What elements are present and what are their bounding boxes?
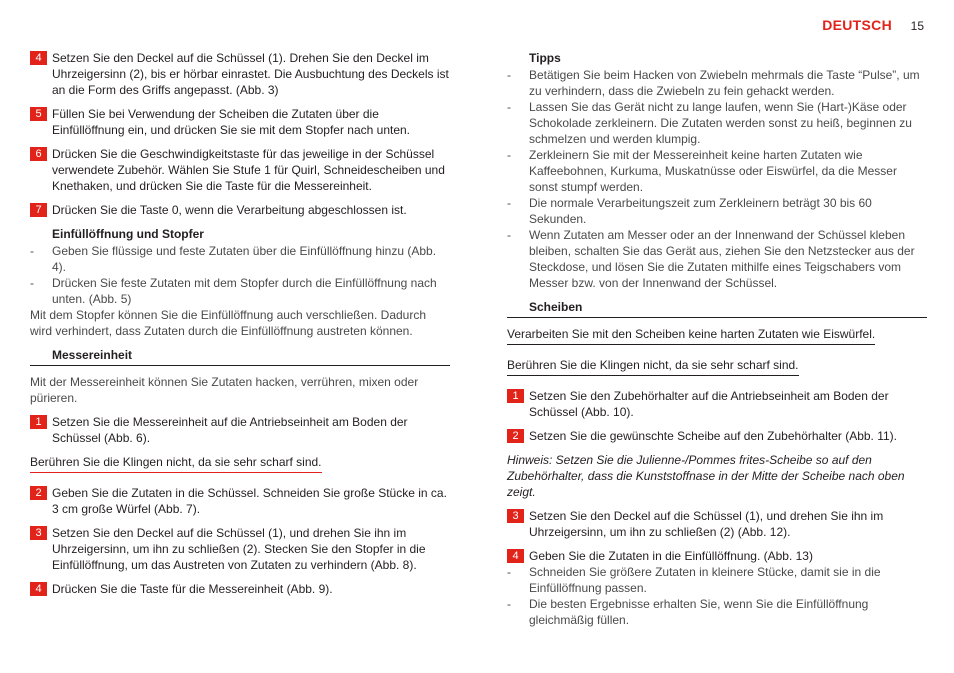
bullet-text: Lassen Sie das Gerät nicht zu lange laufen, wenn Sie (Hart-)Käse oder Schokolade zerkleinern. Die Zutaten werden sonst zu heiß, beginnen zu schmelzen und werden klumpig.	[529, 100, 912, 146]
bullet-dash: -	[30, 276, 34, 290]
step-text: Setzen Sie den Deckel auf die Schüssel (1), und drehen Sie ihn im Uhrzeigersinn, um ihn zu schließen (2). Stecken Sie den Stopfer in die Einfüllöffnung, um das Austreten von Zutaten zu verhindern (Abb. 8).	[52, 526, 426, 572]
step-text: Drücken Sie die Taste 0, wenn die Verarbeitung abgeschlossen ist.	[52, 203, 407, 217]
step-text: Setzen Sie den Zubehörhalter auf die Antriebseinheit am Boden der Schüssel (Abb. 10).	[529, 389, 889, 419]
step-item	[30, 485, 450, 517]
step-item	[30, 50, 450, 98]
bullet-dash: -	[507, 68, 511, 82]
warning-wrapper	[507, 357, 927, 388]
step-text: Setzen Sie den Deckel auf die Schüssel (1), und drehen Sie ihn im Uhrzeigersinn, um ihn zu schließen (2) (Abb. 12).	[529, 509, 884, 539]
step-item	[30, 414, 450, 446]
step-number-badge: 1	[30, 415, 47, 429]
bullet-item	[30, 275, 450, 307]
bullet-text: Die besten Ergebnisse erhalten Sie, wenn Sie die Einfüllöffnung gleichmäßig füllen.	[529, 597, 869, 627]
bullet-item	[507, 596, 927, 628]
step-text: Drücken Sie die Taste für die Messereinheit (Abb. 9).	[52, 582, 333, 596]
bullet-item	[30, 243, 450, 275]
einfuell-paragraph: Mit dem Stopfer können Sie die Einfüllöffnung auch verschließen. Dadurch wird verhindert, dass Zutaten durch die Einfüllöffnung austreten können.	[30, 308, 427, 338]
bullet-item	[507, 227, 927, 291]
left-column	[30, 50, 450, 605]
hard-ingredients-warning: Verarbeiten Sie mit den Scheiben keine harten Zutaten wie Eiswürfel.	[507, 326, 875, 345]
blade-warning: Berühren Sie die Klingen nicht, da sie sehr scharf sind.	[30, 454, 322, 473]
step-number-badge: 6	[30, 147, 47, 161]
step-number-badge: 3	[507, 509, 524, 523]
step-number-badge: 3	[30, 526, 47, 540]
hinweis-note: Hinweis: Setzen Sie die Julienne-/Pommes frites-Scheibe so auf den Zubehörhalter, dass die Kunststoffnase in der Mitte der Scheibe nach oben zeigt.	[507, 453, 905, 499]
warning-wrapper	[30, 454, 450, 485]
step-number-badge: 2	[507, 429, 524, 443]
step-text: Geben Sie die Zutaten in die Einfüllöffnung. (Abb. 13)	[529, 549, 813, 563]
warning-wrapper	[507, 326, 927, 357]
step-number-badge: 2	[30, 486, 47, 500]
step-item	[30, 581, 450, 597]
bullet-item	[507, 147, 927, 195]
step-text: Setzen Sie die Messereinheit auf die Antriebseinheit am Boden der Schüssel (Abb. 6).	[52, 415, 408, 445]
spacer	[507, 291, 927, 295]
bullet-text: Betätigen Sie beim Hacken von Zwiebeln mehrmals die Taste “Pulse”, um zu verhindern, dass die Zwiebeln zu fein gehackt werden.	[529, 68, 920, 98]
step-item	[507, 548, 927, 564]
step-number-badge: 4	[30, 582, 47, 596]
step-item	[30, 106, 450, 138]
bullet-dash: -	[507, 597, 511, 611]
step-text: Drücken Sie die Geschwindigkeitstaste für das jeweilige in der Schüssel verwendete Zubehör. Wählen Sie Stufe 1 für Quirl, Schneidescheiben und Knethaken, und drücken Sie die Taste für die Messereinheit.	[52, 147, 445, 193]
step-number-badge: 1	[507, 389, 524, 403]
step-text: Setzen Sie die gewünschte Scheibe auf den Zubehörhalter (Abb. 11).	[529, 429, 898, 443]
bullet-text: Drücken Sie feste Zutaten mit dem Stopfer durch die Einfüllöffnung nach unten. (Abb. 5)	[52, 276, 437, 306]
step-number-badge: 4	[507, 549, 524, 563]
step-text: Setzen Sie den Deckel auf die Schüssel (1). Drehen Sie den Deckel im Uhrzeigersinn (2), bis er hörbar einrastet. Die Ausbuchtung des Deckels ist an die Form des Griffs angepasst. (Abb. 3)	[52, 51, 449, 97]
step-item	[30, 146, 450, 194]
bullet-dash: -	[507, 196, 511, 210]
step-item	[30, 202, 450, 218]
step-number-badge: 4	[30, 51, 47, 65]
bullet-item	[507, 67, 927, 99]
right-column	[507, 50, 927, 628]
step-text: Füllen Sie bei Verwendung der Scheiben die Zutaten über die Einfüllöffnung ein, und drücken Sie sie mit dem Stopfer nach unten.	[52, 107, 411, 137]
blade-warning: Berühren Sie die Klingen nicht, da sie sehr scharf sind.	[507, 357, 799, 376]
bullet-text: Zerkleinern Sie mit der Messereinheit keine harten Zutaten wie Kaffeebohnen, Kurkuma, Muskatnüsse oder Eiswürfel, da die Messer sonst stumpf werden.	[529, 148, 897, 194]
step-item	[30, 525, 450, 573]
step-item	[507, 428, 927, 444]
bullet-dash: -	[507, 100, 511, 114]
messer-paragraph: Mit der Messereinheit können Sie Zutaten hacken, verrühren, mixen oder pürieren.	[30, 375, 419, 405]
bullet-dash: -	[30, 244, 34, 258]
step-text: Geben Sie die Zutaten in die Schüssel. Schneiden Sie große Stücke in ca. 3 cm große Würfel (Abb. 7).	[52, 486, 447, 516]
scheiben-section-title: Scheiben	[507, 299, 927, 318]
bullet-text: Schneiden Sie größere Zutaten in kleinere Stücke, damit sie in die Einfüllöffnung passen.	[529, 565, 881, 595]
bullet-dash: -	[507, 565, 511, 579]
step-item	[507, 508, 927, 540]
bullet-item	[507, 99, 927, 147]
bullet-dash: -	[507, 148, 511, 162]
bullet-dash: -	[507, 228, 511, 242]
step-number-badge: 5	[30, 107, 47, 121]
bullet-text: Geben Sie flüssige und feste Zutaten über die Einfüllöffnung hinzu (Abb. 4).	[52, 244, 437, 274]
bullet-text: Die normale Verarbeitungszeit zum Zerkleinern beträgt 30 bis 60 Sekunden.	[529, 196, 872, 226]
bullet-item	[507, 195, 927, 227]
bullet-text: Wenn Zutaten am Messer oder an der Innenwand der Schüssel kleben bleiben, schalten Sie das Gerät aus, ziehen Sie den Netzstecker aus der Steckdose, und lösen Sie die Zutaten mithilfe eines Teigschabers vom Messer bzw. von der Innenwand der Schüssel.	[529, 228, 915, 290]
step-item	[507, 388, 927, 420]
messer-section-title: Messereinheit	[30, 347, 450, 366]
einfuell-heading: Einfüllöffnung und Stopfer	[52, 227, 204, 241]
bullet-item	[507, 564, 927, 596]
step-number-badge: 7	[30, 203, 47, 217]
page-number: 15	[910, 19, 924, 33]
language-header: DEUTSCH	[822, 17, 892, 33]
tipps-heading: Tipps	[529, 51, 561, 65]
